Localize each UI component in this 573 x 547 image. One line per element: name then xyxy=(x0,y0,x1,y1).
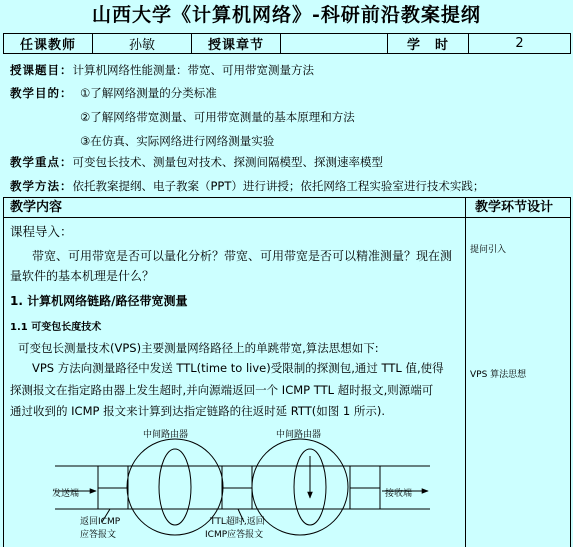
paragraph-2-line-1: VPS 方法向测量路径中发送 TTL(time to live)受限制的探测包,通过 TTL 值,使得 xyxy=(32,361,444,375)
intro-line-2: 量软件的基本机理是什么？ xyxy=(10,269,155,283)
side-note-intro: 提问引入 xyxy=(470,245,507,255)
intro-label: 课程导入： xyxy=(10,224,73,239)
paragraph-2-line-2: 探测报文在指定路由器上发生超时,并向源端返回一个 ICMP TTL 超时报文,则源端可 xyxy=(10,383,434,397)
focus-label: 教学重点： xyxy=(10,155,73,169)
method-value: 依托教案提纲、电子教案（PPT）进行讲授；依托网络工程实验室进行技术实践； xyxy=(72,179,485,193)
goal-item-3: ③在仿真、实际网络进行网络测量实验 xyxy=(80,134,275,148)
return-icmp-line-1: 返回ICMP xyxy=(80,517,121,527)
chapter-label: 授课章节 xyxy=(192,34,281,54)
router-right-label: 中间路由器 xyxy=(276,430,322,440)
figure-links xyxy=(55,466,430,509)
design-header: 教学环节设计 xyxy=(475,200,554,215)
goals-label: 教学目的： xyxy=(10,86,73,100)
page-title: 山西大学《计算机网络》-科研前沿教案提纲 xyxy=(92,4,481,26)
topic-value: 计算机网络性能测量：带宽、可用带宽测量方法 xyxy=(72,63,314,77)
sender-label: 发送端 xyxy=(52,489,80,499)
paragraph-2-line-3: 通过收到的 ICMP 报文来计算到达指定链路的往返时延 RTT(如图 1 所示). xyxy=(10,404,385,418)
hours-label: 学 时 xyxy=(388,34,469,54)
section-1-heading: 1. 计算机网络链路/路径带宽测量 xyxy=(10,294,188,308)
teacher-label: 任课教师 xyxy=(4,34,93,54)
receiver-label: 接收端 xyxy=(385,489,413,499)
return-icmp-line-2: 应答报文 xyxy=(80,530,117,540)
side-note-vps: VPS 算法思想 xyxy=(470,370,527,380)
intro-line-1: 带宽、可用带宽是否可以量化分析？带宽、可用带宽是否可以精准测量？现在测 xyxy=(32,249,453,263)
paragraph-1: 可变包长测量技术(VPS)主要测量网络路径上的单跳带宽,算法思想如下: xyxy=(18,341,379,355)
hours-value: 2 xyxy=(469,34,571,54)
router-left-label: 中间路由器 xyxy=(143,430,189,440)
teacher-value: 孙敏 xyxy=(93,34,192,54)
ttl-timeout-line-1: TTL超时,返回 xyxy=(210,517,265,527)
goal-item-1: ①了解网络测量的分类标准 xyxy=(80,86,217,100)
topic-label: 授课题目： xyxy=(10,63,73,77)
focus-value: 可变包长技术、测量包对技术、探测间隔模型、探测速率模型 xyxy=(72,155,383,169)
content-header: 教学内容 xyxy=(10,200,63,215)
goal-item-2: ②了解网络带宽测量、可用带宽测量的基本原理和方法 xyxy=(80,110,355,124)
ttl-timeout-line-2: ICMP应答报文 xyxy=(205,530,264,540)
method-label: 教学方法： xyxy=(10,179,73,193)
subsection-1-1-heading: 1.1 可变包长度技术 xyxy=(10,322,102,333)
